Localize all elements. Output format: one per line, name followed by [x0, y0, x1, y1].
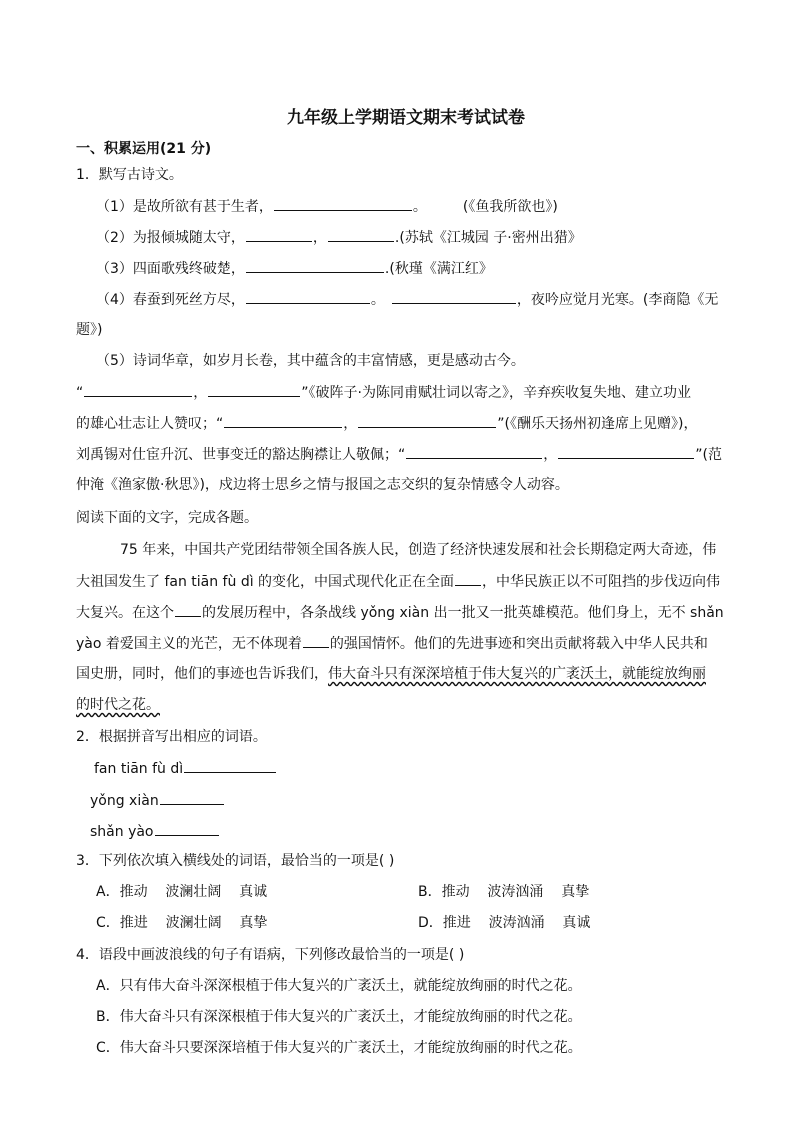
exam-title: 九年级上学期语文期末考试试卷 [287, 108, 525, 128]
q4-option-b[interactable]: B．伟大奋斗只有深深根植于伟大复兴的广袤沃土，才能绽放绚丽的时代之花。 [96, 1009, 582, 1025]
answer-blank[interactable] [406, 444, 542, 459]
q3-option-a[interactable]: A．推动 波澜壮阔 真诚 [96, 884, 268, 900]
question-4-stem: 4．语段中画波浪线的句子有语病，下列修改最恰当的一项是( ) [76, 947, 465, 963]
answer-blank[interactable] [160, 790, 224, 805]
q1-item-1: （1）是故所欲有甚于生者， 。 (《鱼我所欲也》) [96, 196, 558, 217]
answer-blank[interactable] [175, 602, 201, 617]
answer-blank[interactable] [328, 227, 394, 242]
q1-item-5: （5）诗词华章，如岁月长卷，其中蕴含的丰富情感，更是感动古今。 [96, 353, 525, 369]
passage-line: 大复兴。在这个 的发展历程中，各条战线 yǒng xiàn 出一批又一批英雄模范。他们身上，无不 shǎn [76, 602, 724, 623]
section-heading: 一、积累运用(21 分) [76, 141, 212, 157]
question-3-stem: 3．下列依次填入横线处的词语，最恰当的一项是( ) [76, 853, 395, 869]
q1-item-2: （2）为报倾城随太守， ， .(苏轼《江城园 子·密州出猎》 [96, 227, 582, 248]
q1-item-4: （4）春蚕到死丝方尽， 。 ，夜吟应觉月光寒。(李商隐《无 [96, 289, 718, 310]
answer-blank[interactable] [155, 821, 219, 836]
q4-option-c[interactable]: C．伟大奋斗只要深深培植于伟大复兴的广袤沃土，才能绽放绚丽的时代之花。 [96, 1040, 582, 1056]
q2-item-c: shǎn yào [90, 821, 220, 842]
reading-intro: 阅读下面的文字，完成各题。 [76, 510, 258, 526]
passage-line: 75 年来，中国共产党团结带领全国各族人民，创造了经济快速发展和社会长期稳定两大奇迹，伟 [120, 542, 717, 558]
q3-option-d[interactable]: D．推进 波涛汹涌 真诚 [418, 915, 591, 931]
q2-item-a: fan tiān fù dì [94, 758, 277, 779]
q1-item-4-cont: 题》) [76, 322, 103, 338]
q1-item-3: （3）四面歌残终破楚， .(秋瑾《满江红》 [96, 258, 493, 279]
answer-blank[interactable] [455, 571, 481, 586]
wavy-underlined-sentence: 伟大奋斗只有深深培植于伟大复兴的广袤沃土，就能绽放绚丽 [328, 666, 706, 682]
answer-blank[interactable] [208, 382, 300, 397]
answer-blank[interactable] [184, 758, 276, 773]
answer-blank[interactable] [246, 258, 384, 273]
q1-item-5-line-2: 的雄心壮志让人赞叹；“ ， ”(《酬乐天扬州初逢席上见赠》)， [76, 413, 697, 434]
answer-blank[interactable] [246, 227, 312, 242]
answer-blank[interactable] [303, 633, 329, 648]
passage-line [76, 695, 160, 715]
q1-item-5-line-3: 刘禹锡对仕宦升沉、世事变迁的豁达胸襟让人敬佩；“ ， ”(范 [76, 444, 722, 465]
passage-line: yào 着爱国主义的光芒，无不体现着 的强国情怀。他们的先进事迹和突出贡献将载入中华人民共和 [76, 633, 708, 654]
q1-item-5-line-4: 仲淹《渔家傲·秋思》)，戍边将士思乡之情与报国之志交织的复杂情感令人动容。 [76, 477, 569, 493]
answer-blank[interactable] [274, 196, 412, 211]
wavy-underlined-sentence: 的时代之花。 [76, 697, 160, 713]
question-1-stem: 1．默写古诗文。 [76, 167, 183, 183]
answer-blank[interactable] [224, 413, 342, 428]
answer-blank[interactable] [358, 413, 496, 428]
answer-blank[interactable] [392, 289, 516, 304]
answer-blank[interactable] [558, 444, 694, 459]
passage-line: 国史册，同时，他们的事迹也告诉我们，伟大奋斗只有深深培植于伟大复兴的广袤沃土，就能绽放绚丽 [76, 666, 706, 682]
question-2-stem: 2．根据拼音写出相应的词语。 [76, 729, 267, 745]
q4-option-a[interactable]: A．只有伟大奋斗深深根植于伟大复兴的广袤沃土，就能绽放绚丽的时代之花。 [96, 978, 582, 994]
q3-option-b[interactable]: B．推动 波涛汹涌 真挚 [418, 884, 590, 900]
answer-blank[interactable] [246, 289, 370, 304]
passage-line: 大祖国发生了 fan tiān fù dì 的变化，中国式现代化正在全面 ，中华民族正以不可阻挡的步伐迈向伟 [76, 571, 720, 592]
q2-item-b: yǒng xiàn [90, 790, 225, 811]
answer-blank[interactable] [84, 382, 192, 397]
q3-option-c[interactable]: C．推进 波澜壮阔 真挚 [96, 915, 268, 931]
q1-item-5-line-1: “ ， ”《破阵子·为陈同甫赋壮词以寄之》，辛弃疾收复失地、建立功业 [76, 382, 691, 403]
